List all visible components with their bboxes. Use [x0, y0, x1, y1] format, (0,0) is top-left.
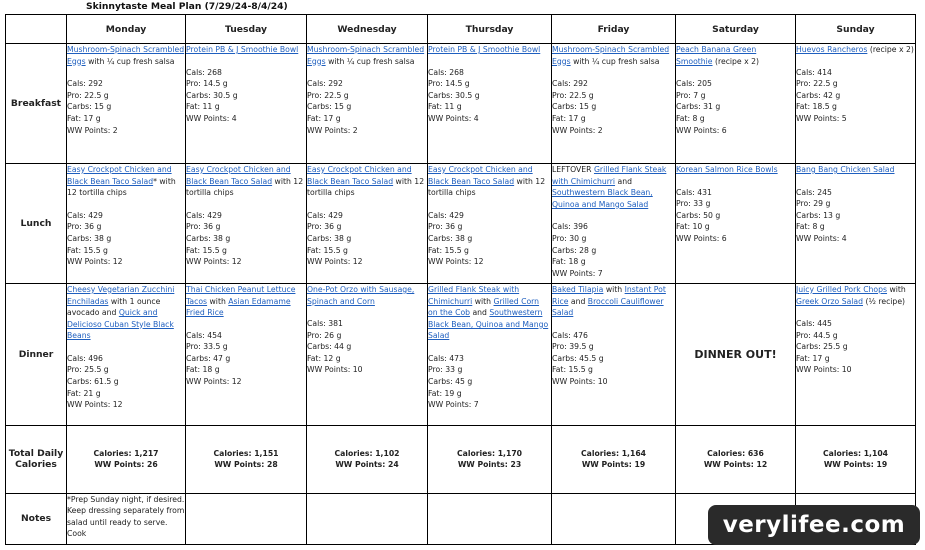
nutrition-stats [186, 330, 306, 388]
ww-points-stat: WW Points: 12 [67, 257, 123, 267]
meal-text: and [470, 308, 490, 318]
protein-stat: Pro: 25.5 g [67, 365, 109, 375]
carbs-stat: Carbs: 50 g [676, 210, 721, 220]
notes-cell-monday: *Prep Sunday night, if desired. Keep dressing separately from salad until ready to serve. Cook [67, 493, 186, 544]
lunch-cell-sunday [796, 163, 916, 283]
carbs-stat: Carbs: 38 g [186, 233, 231, 243]
carbs-stat: Carbs: 38 g [67, 233, 112, 243]
watermark-logo: verylifee.com [708, 505, 920, 545]
ww-points-stat: WW Points: 6 [676, 233, 727, 243]
carbs-stat: Carbs: 44 g [307, 342, 352, 352]
nutrition-stats [186, 210, 306, 268]
total-ww-points: WW Points: 28 [214, 460, 278, 470]
meal-text: LEFTOVER [552, 164, 594, 174]
nutrition-stats [796, 187, 915, 245]
calories-stat: Cals: 496 [67, 353, 103, 363]
breakfast-cell-sunday [796, 44, 916, 164]
meal-description [67, 284, 185, 342]
breakfast-cell-saturday [676, 44, 796, 164]
day-header-saturday: Saturday [676, 15, 796, 44]
fat-stat: Fat: 19 g [428, 388, 462, 398]
nutrition-stats [67, 210, 185, 268]
nutrition-stats [796, 67, 915, 125]
recipe-link[interactable]: Southwestern Black Bean, Quinoa and Mango Salad [428, 308, 549, 341]
meal-description [676, 164, 795, 176]
carbs-stat: Carbs: 15 g [67, 102, 112, 112]
carbs-stat: Carbs: 45 g [428, 377, 473, 387]
carbs-stat: Carbs: 42 g [796, 90, 841, 100]
meal-text: with [207, 296, 229, 306]
calories-stat: Cals: 429 [67, 210, 103, 220]
calories-stat: Cals: 292 [307, 79, 343, 89]
calories-stat: Cals: 396 [552, 222, 588, 232]
recipe-link[interactable]: Mushroom-Spinach Scrambled Eggs [307, 45, 425, 66]
recipe-link[interactable]: Mushroom-Spinach Scrambled Eggs [552, 45, 670, 66]
recipe-link[interactable]: Greek Orzo Salad [796, 296, 864, 306]
breakfast-row [6, 44, 916, 164]
fat-stat: Fat: 21 g [67, 388, 101, 398]
meal-text: (recipe x 2) [867, 45, 914, 54]
row-label-dinner: Dinner [6, 283, 67, 425]
total-cell-monday [67, 426, 186, 494]
ww-points-stat: WW Points: 2 [67, 125, 118, 135]
meal-text: and [568, 296, 588, 306]
breakfast-cell-monday [67, 44, 186, 164]
ww-points-stat: WW Points: 10 [796, 365, 852, 375]
total-calories: Calories: 1,164 [580, 449, 647, 459]
recipe-link[interactable]: One-Pot Orzo with Sausage, Spinach and Corn [307, 284, 415, 306]
recipe-link[interactable]: Cheesy Vegetarian Zucchini Enchiladas [67, 284, 175, 306]
dinner-cell-thursday [428, 283, 552, 425]
day-header-sunday: Sunday [796, 15, 916, 44]
ww-points-stat: WW Points: 6 [676, 125, 727, 135]
lunch-cell-friday [552, 163, 676, 283]
meal-description [307, 44, 427, 67]
ww-points-stat: WW Points: 2 [552, 125, 603, 135]
total-cell-thursday [428, 426, 552, 494]
fat-stat: Fat: 15.5 g [186, 245, 227, 255]
recipe-link[interactable]: Southwestern Black Bean, Quinoa and Mango Salad [552, 188, 653, 209]
nutrition-stats [676, 187, 795, 245]
recipe-link[interactable]: Protein PB & J Smoothie Bowl [428, 45, 541, 54]
ww-points-stat: WW Points: 4 [428, 113, 479, 123]
calories-stat: Cals: 268 [428, 67, 464, 77]
meal-text: with ¼ cup fresh salsa [85, 56, 175, 66]
carbs-stat: Carbs: 15 g [307, 102, 352, 112]
nutrition-stats [676, 78, 795, 136]
protein-stat: Pro: 33.5 g [186, 342, 228, 352]
protein-stat: Pro: 22.5 g [552, 90, 594, 100]
meal-text: with [472, 296, 494, 306]
protein-stat: Pro: 33 g [676, 199, 711, 209]
total-cell-wednesday [307, 426, 428, 494]
total-ww-points: WW Points: 12 [703, 460, 768, 470]
total-calories: Calories: 1,104 [822, 449, 889, 459]
calories-stat: Cals: 381 [307, 319, 343, 329]
meal-text: * with 12 tortilla chips [67, 176, 176, 198]
calories-stat: Cals: 445 [796, 319, 832, 329]
breakfast-cell-thursday [428, 44, 552, 164]
total-cell-sunday [796, 426, 916, 494]
recipe-link[interactable]: Bang Bang Chicken Salad [796, 164, 895, 174]
meal-description [186, 44, 306, 56]
recipe-link[interactable]: Instant Pot Rice [552, 284, 666, 306]
total-calories: Calories: 1,170 [456, 449, 523, 459]
nutrition-stats [307, 78, 427, 136]
fat-stat: Fat: 15.5 g [428, 245, 469, 255]
calories-stat: Cals: 431 [676, 187, 712, 197]
meal-description [676, 44, 795, 67]
calories-stat: Cals: 473 [428, 353, 464, 363]
protein-stat: Pro: 22.5 g [796, 79, 838, 89]
protein-stat: Pro: 7 g [676, 90, 706, 100]
ww-points-stat: WW Points: 4 [796, 233, 847, 243]
meal-description [428, 44, 551, 56]
carbs-stat: Carbs: 38 g [428, 233, 473, 243]
recipe-link[interactable]: Juicy Grilled Pork Chops [796, 284, 888, 294]
recipe-link[interactable]: Easy Crockpot Chicken and Black Bean Taco Salad [307, 164, 412, 186]
row-label-breakfast: Breakfast [6, 44, 67, 164]
recipe-link[interactable]: Easy Crockpot Chicken and Black Bean Taco Salad [186, 164, 291, 186]
nutrition-stats [552, 221, 675, 279]
meal-description [307, 284, 427, 307]
nutrition-stats [428, 67, 551, 125]
carbs-stat: Carbs: 38 g [307, 233, 352, 243]
nutrition-stats [796, 318, 915, 376]
day-header-friday: Friday [552, 15, 676, 44]
recipe-link[interactable]: Easy Crockpot Chicken and Black Bean Taco Salad [67, 164, 172, 186]
ww-points-stat: WW Points: 12 [67, 400, 123, 410]
recipe-link[interactable]: Asian Edamame Fried Rice [186, 296, 291, 318]
recipe-link[interactable]: Broccoli Cauliflower Salad [552, 296, 664, 318]
ww-points-stat: WW Points: 5 [796, 113, 847, 123]
protein-stat: Pro: 44.5 g [796, 330, 838, 340]
ww-points-stat: WW Points: 12 [307, 257, 363, 267]
lunch-row [6, 163, 916, 283]
recipe-link[interactable]: Huevos Rancheros [796, 45, 868, 54]
dinner-cell-wednesday [307, 283, 428, 425]
total-cell-friday [552, 426, 676, 494]
carbs-stat: Carbs: 28 g [552, 245, 597, 255]
total-calories: Calories: 1,151 [213, 449, 279, 459]
fat-stat: Fat: 8 g [676, 113, 705, 123]
day-header-tuesday: Tuesday [186, 15, 307, 44]
ww-points-stat: WW Points: 7 [552, 268, 603, 278]
meal-description [428, 284, 551, 342]
meal-description [552, 284, 675, 319]
protein-stat: Pro: 30 g [552, 233, 587, 243]
meal-text: (½ recipe) [863, 296, 906, 306]
ww-points-stat: WW Points: 10 [552, 377, 608, 387]
carbs-stat: Carbs: 30.5 g [428, 90, 480, 100]
meal-description [796, 164, 915, 176]
fat-stat: Fat: 11 g [186, 102, 220, 112]
ww-points-stat: WW Points: 7 [428, 400, 479, 410]
nutrition-stats [186, 67, 306, 125]
carbs-stat: Carbs: 15 g [552, 102, 597, 112]
nutrition-stats [552, 78, 675, 136]
fat-stat: Fat: 18 g [552, 257, 586, 267]
carbs-stat: Carbs: 30.5 g [186, 90, 238, 100]
meal-text: (recipe x 2) [712, 56, 759, 66]
carbs-stat: Carbs: 47 g [186, 353, 231, 363]
calories-stat: Cals: 292 [67, 79, 103, 89]
meal-text: with 12 tortilla chips [186, 176, 304, 198]
total-cell-tuesday [186, 426, 307, 494]
ww-points-stat: WW Points: 10 [307, 365, 363, 375]
breakfast-cell-wednesday [307, 44, 428, 164]
calories-stat: Cals: 292 [552, 79, 588, 89]
protein-stat: Pro: 14.5 g [186, 79, 228, 89]
nutrition-stats [552, 330, 675, 388]
total-ww-points: WW Points: 23 [457, 460, 522, 470]
nutrition-stats [307, 210, 427, 268]
total-calories: Calories: 1,102 [334, 449, 400, 459]
dinner-cell-friday [552, 283, 676, 425]
total-calories: Calories: 636 [707, 449, 764, 459]
calories-stat: Cals: 429 [307, 210, 343, 220]
ww-points-stat: WW Points: 12 [186, 257, 242, 267]
meal-text: with 12 tortilla chips [307, 176, 425, 198]
protein-stat: Pro: 39.5 g [552, 342, 594, 352]
breakfast-cell-friday [552, 44, 676, 164]
protein-stat: Pro: 29 g [796, 199, 831, 209]
total-ww-points: WW Points: 19 [823, 460, 888, 470]
protein-stat: Pro: 36 g [307, 222, 342, 232]
total-ww-points: WW Points: 26 [94, 460, 158, 470]
fat-stat: Fat: 18.5 g [796, 102, 837, 112]
notes-cell-wednesday [307, 493, 428, 544]
recipe-link[interactable]: Quick and Delicioso Cuban Style Black Beans [67, 308, 174, 341]
fat-stat: Fat: 11 g [428, 102, 462, 112]
fat-stat: Fat: 18 g [186, 365, 220, 375]
calories-stat: Cals: 454 [186, 330, 222, 340]
nutrition-stats [67, 78, 185, 136]
meal-text: with [887, 284, 906, 294]
nutrition-stats [428, 210, 551, 268]
lunch-cell-saturday [676, 163, 796, 283]
recipe-link[interactable]: Grilled Corn on the Cob [428, 296, 540, 318]
carbs-stat: Carbs: 25.5 g [796, 342, 848, 352]
protein-stat: Pro: 22.5 g [307, 90, 349, 100]
lunch-cell-monday [67, 163, 186, 283]
protein-stat: Pro: 33 g [428, 365, 463, 375]
total-calories: Calories: 1,217 [93, 449, 159, 459]
page-title: Skinnytaste Meal Plan (7/29/24-8/4/24) [86, 1, 288, 12]
meal-text: and [615, 176, 632, 186]
fat-stat: Fat: 17 g [552, 113, 586, 123]
recipe-link[interactable]: Grilled Flank Steak with Chimichurri [552, 164, 667, 186]
row-label-total: Total Daily Calories [6, 426, 67, 494]
dinner-cell-monday [67, 283, 186, 425]
day-header-thursday: Thursday [428, 15, 552, 44]
nutrition-stats [428, 353, 551, 411]
notes-cell-thursday [428, 493, 552, 544]
calories-stat: Cals: 245 [796, 187, 832, 197]
nutrition-stats [307, 318, 427, 376]
meal-description [796, 44, 915, 56]
meal-description [67, 44, 185, 67]
recipe-link[interactable]: Thai Chicken Peanut Lettuce Tacos [186, 284, 296, 306]
recipe-link[interactable]: Peach Banana Green Smoothie [676, 45, 757, 66]
total-cell-saturday [676, 426, 796, 494]
calories-stat: Cals: 476 [552, 330, 588, 340]
protein-stat: Pro: 14.5 g [428, 79, 470, 89]
protein-stat: Pro: 36 g [67, 222, 102, 232]
carbs-stat: Carbs: 13 g [796, 210, 841, 220]
notes-cell-tuesday [186, 493, 307, 544]
calories-stat: Cals: 429 [186, 210, 222, 220]
recipe-link[interactable]: Protein PB & J Smoothie Bowl [186, 45, 299, 54]
fat-stat: Fat: 17 g [796, 353, 830, 363]
carbs-stat: Carbs: 45.5 g [552, 353, 604, 363]
fat-stat: Fat: 8 g [796, 222, 825, 232]
protein-stat: Pro: 36 g [428, 222, 463, 232]
calories-stat: Cals: 429 [428, 210, 464, 220]
fat-stat: Fat: 12 g [307, 353, 341, 363]
meal-description [552, 44, 675, 67]
meal-text: with [603, 284, 625, 294]
header-row [6, 15, 916, 44]
meal-text: with ¼ cup fresh salsa [570, 56, 660, 66]
calories-stat: Cals: 205 [676, 79, 712, 89]
corner-cell [6, 15, 67, 44]
nutrition-stats [67, 353, 185, 411]
day-header-wednesday: Wednesday [307, 15, 428, 44]
row-label-lunch: Lunch [6, 163, 67, 283]
carbs-stat: Carbs: 61.5 g [67, 377, 119, 387]
meal-description [186, 164, 306, 199]
carbs-stat: Carbs: 31 g [676, 102, 721, 112]
meal-text: with 12 tortilla chips [428, 176, 546, 198]
calories-stat: Cals: 268 [186, 67, 222, 77]
ww-points-stat: WW Points: 12 [428, 257, 484, 267]
meal-description [307, 164, 427, 199]
protein-stat: Pro: 36 g [186, 222, 221, 232]
row-label-notes: Notes [6, 493, 67, 544]
fat-stat: Fat: 17 g [67, 113, 101, 123]
ww-points-stat: WW Points: 12 [186, 377, 242, 387]
day-header-monday: Monday [67, 15, 186, 44]
recipe-link[interactable]: Easy Crockpot Chicken and Black Bean Taco Salad [428, 164, 533, 186]
ww-points-stat: WW Points: 4 [186, 113, 237, 123]
total-row [6, 426, 916, 494]
lunch-cell-tuesday [186, 163, 307, 283]
meal-description [186, 284, 306, 319]
fat-stat: Fat: 10 g [676, 222, 710, 232]
meal-text: with 1 ounce avocado and [67, 296, 161, 318]
dinner-row [6, 283, 916, 425]
total-ww-points: WW Points: 24 [335, 460, 399, 470]
fat-stat: Fat: 15.5 g [67, 245, 108, 255]
dinner-cell-tuesday [186, 283, 307, 425]
ww-points-stat: WW Points: 2 [307, 125, 358, 135]
meal-description [428, 164, 551, 199]
meal-plan-table [5, 14, 916, 545]
protein-stat: Pro: 26 g [307, 330, 342, 340]
calories-stat: Cals: 414 [796, 67, 832, 77]
dinner-cell-sunday [796, 283, 916, 425]
lunch-cell-wednesday [307, 163, 428, 283]
notes-cell-friday [552, 493, 676, 544]
fat-stat: Fat: 15.5 g [552, 365, 593, 375]
total-ww-points: WW Points: 19 [581, 460, 646, 470]
recipe-link[interactable]: Grilled Flank Steak with Chimichurri [428, 284, 520, 306]
lunch-cell-thursday [428, 163, 552, 283]
recipe-link[interactable]: Baked Tilapia [552, 284, 604, 294]
meal-description [67, 164, 185, 199]
meal-description [796, 284, 915, 307]
meal-text: with ¼ cup fresh salsa [325, 56, 415, 66]
breakfast-cell-tuesday [186, 44, 307, 164]
protein-stat: Pro: 22.5 g [67, 90, 109, 100]
fat-stat: Fat: 15.5 g [307, 245, 348, 255]
fat-stat: Fat: 17 g [307, 113, 341, 123]
meal-description [552, 164, 675, 210]
recipe-link[interactable]: Mushroom-Spinach Scrambled Eggs [67, 45, 185, 66]
recipe-link[interactable]: Korean Salmon Rice Bowls [676, 164, 778, 174]
dinner-cell-saturday: DINNER OUT! [676, 283, 796, 425]
